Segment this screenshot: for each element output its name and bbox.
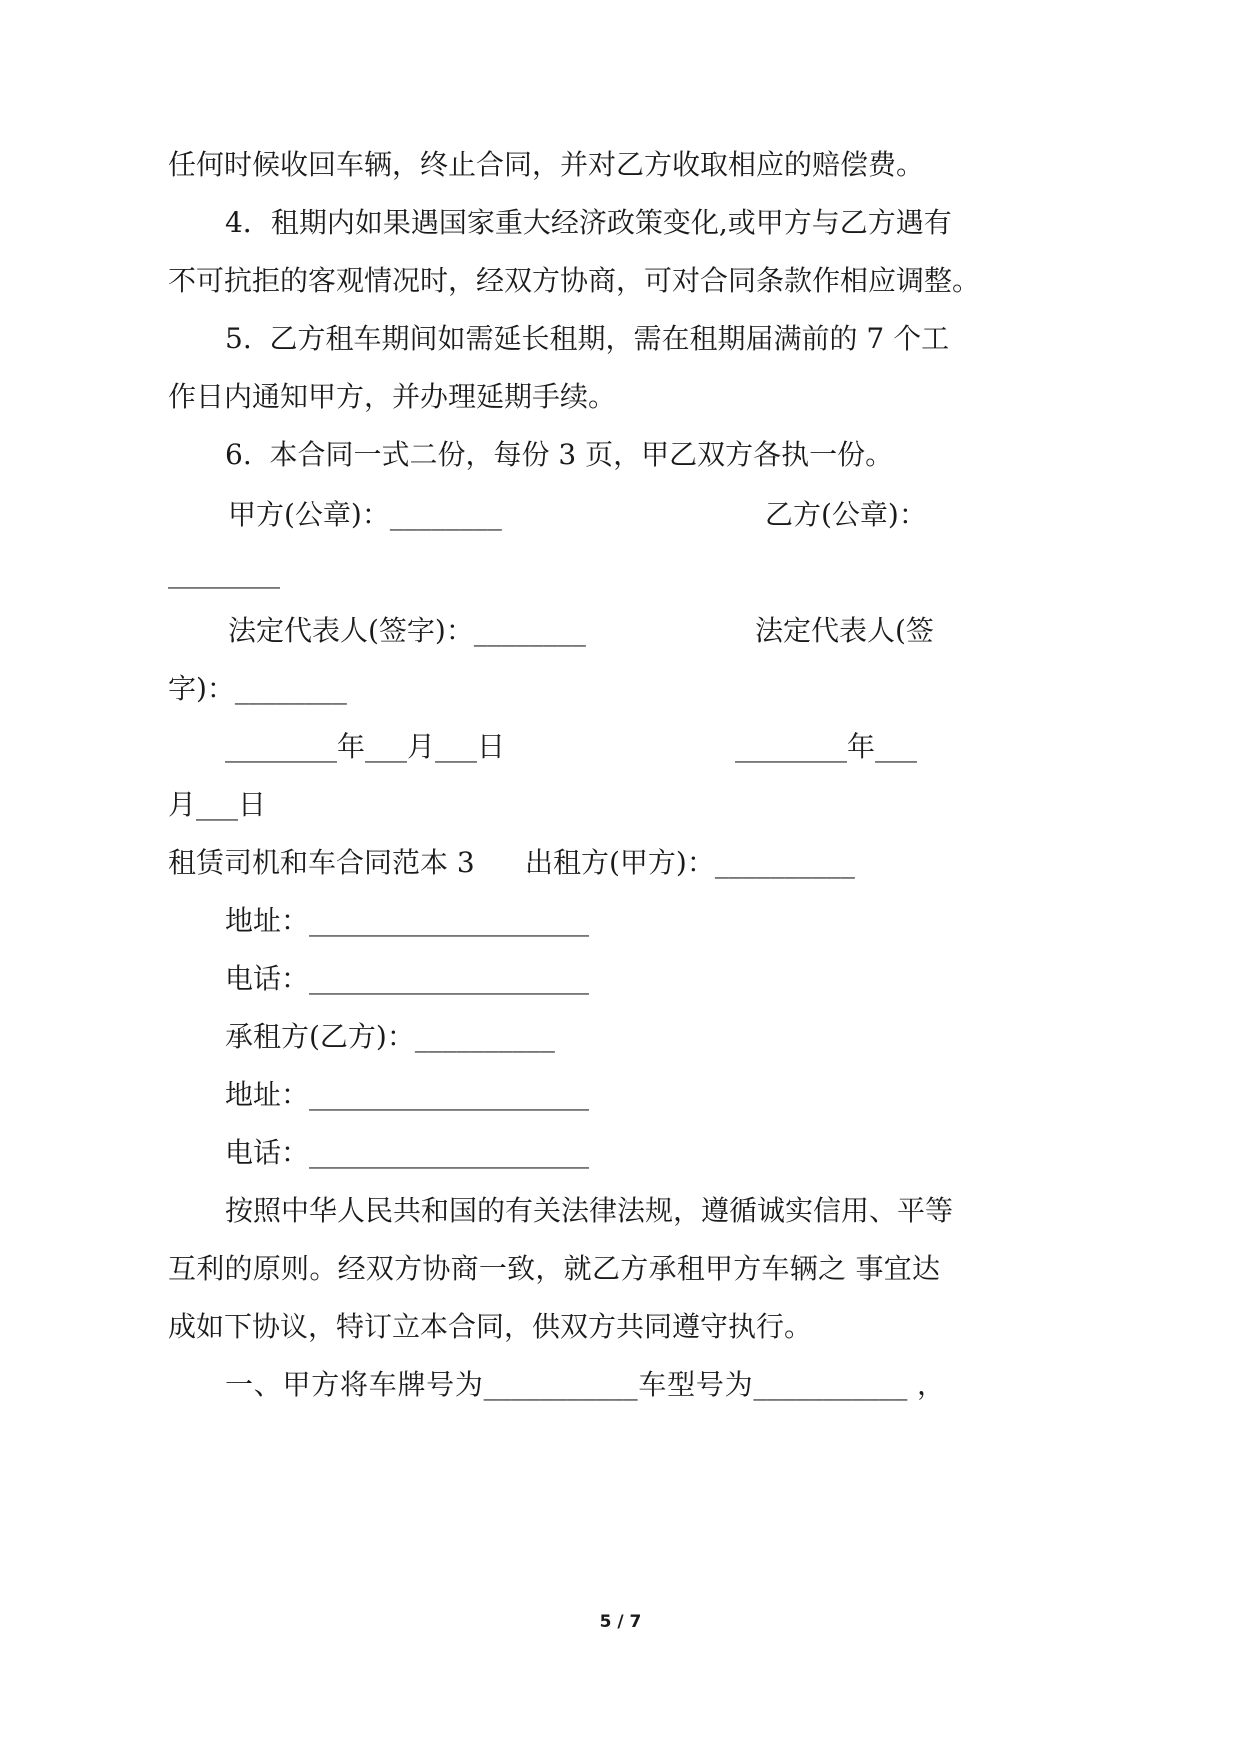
party-b-rep-cont: 字)：________ bbox=[168, 672, 347, 705]
text-line: 按照中华人民共和国的有关法律法规，遵循诚实信用、平等 bbox=[225, 1194, 954, 1227]
party-a-seal: 甲方(公章)：________ bbox=[228, 498, 502, 531]
party-a-date: ________年___月___日 bbox=[225, 730, 506, 763]
lessor-address: 地址：____________________ bbox=[225, 904, 590, 937]
text-line: 4．租期内如果遇国家重大经济政策变化,或甲方与乙方遇有 bbox=[225, 206, 952, 239]
text-line: 5. 乙方租车期间如需延长租期，需在租期届满前的 7 个工 bbox=[225, 322, 950, 355]
lessee-phone: 电话：____________________ bbox=[225, 1136, 590, 1169]
party-b-date: ________年___ bbox=[735, 730, 918, 763]
lessor-phone: 电话：____________________ bbox=[225, 962, 590, 995]
party-b-date-cont: 月___日 bbox=[168, 788, 267, 821]
lessor-field: 出租方(甲方)：__________ bbox=[525, 846, 855, 879]
lessee-address: 地址：____________________ bbox=[225, 1078, 590, 1111]
text-line: 任何时候收回车辆，终止合同，并对乙方收取相应的赔偿费。 bbox=[168, 148, 925, 181]
party-b-rep: 法定代表人(签 bbox=[755, 614, 934, 647]
party-b-seal: 乙方(公章)： bbox=[765, 498, 927, 531]
text-line: 互利的原则。经双方协商一致，就乙方承租甲方车辆之 事宜达 bbox=[168, 1252, 940, 1285]
lessee-field: 承租方(乙方)：__________ bbox=[225, 1020, 555, 1053]
section-title: 租赁司机和车合同范本 3 bbox=[168, 846, 475, 879]
text-line: 不可抗拒的客观情况时，经双方协商，可对合同条款作相应调整。 bbox=[168, 264, 981, 297]
text-line: 成如下协议，特订立本合同，供双方共同遵守执行。 bbox=[168, 1310, 813, 1343]
blank-line: ________ bbox=[168, 556, 280, 589]
party-a-rep: 法定代表人(签字)：________ bbox=[228, 614, 586, 647]
text-line: 一、甲方将车牌号为___________车型号为___________ ， bbox=[225, 1368, 945, 1401]
page-number: 5 / 7 bbox=[599, 1612, 642, 1632]
text-line: 6. 本合同一式二份，每份 3 页，甲乙双方各执一份。 bbox=[225, 438, 894, 471]
text-line: 作日内通知甲方，并办理延期手续。 bbox=[168, 380, 617, 413]
